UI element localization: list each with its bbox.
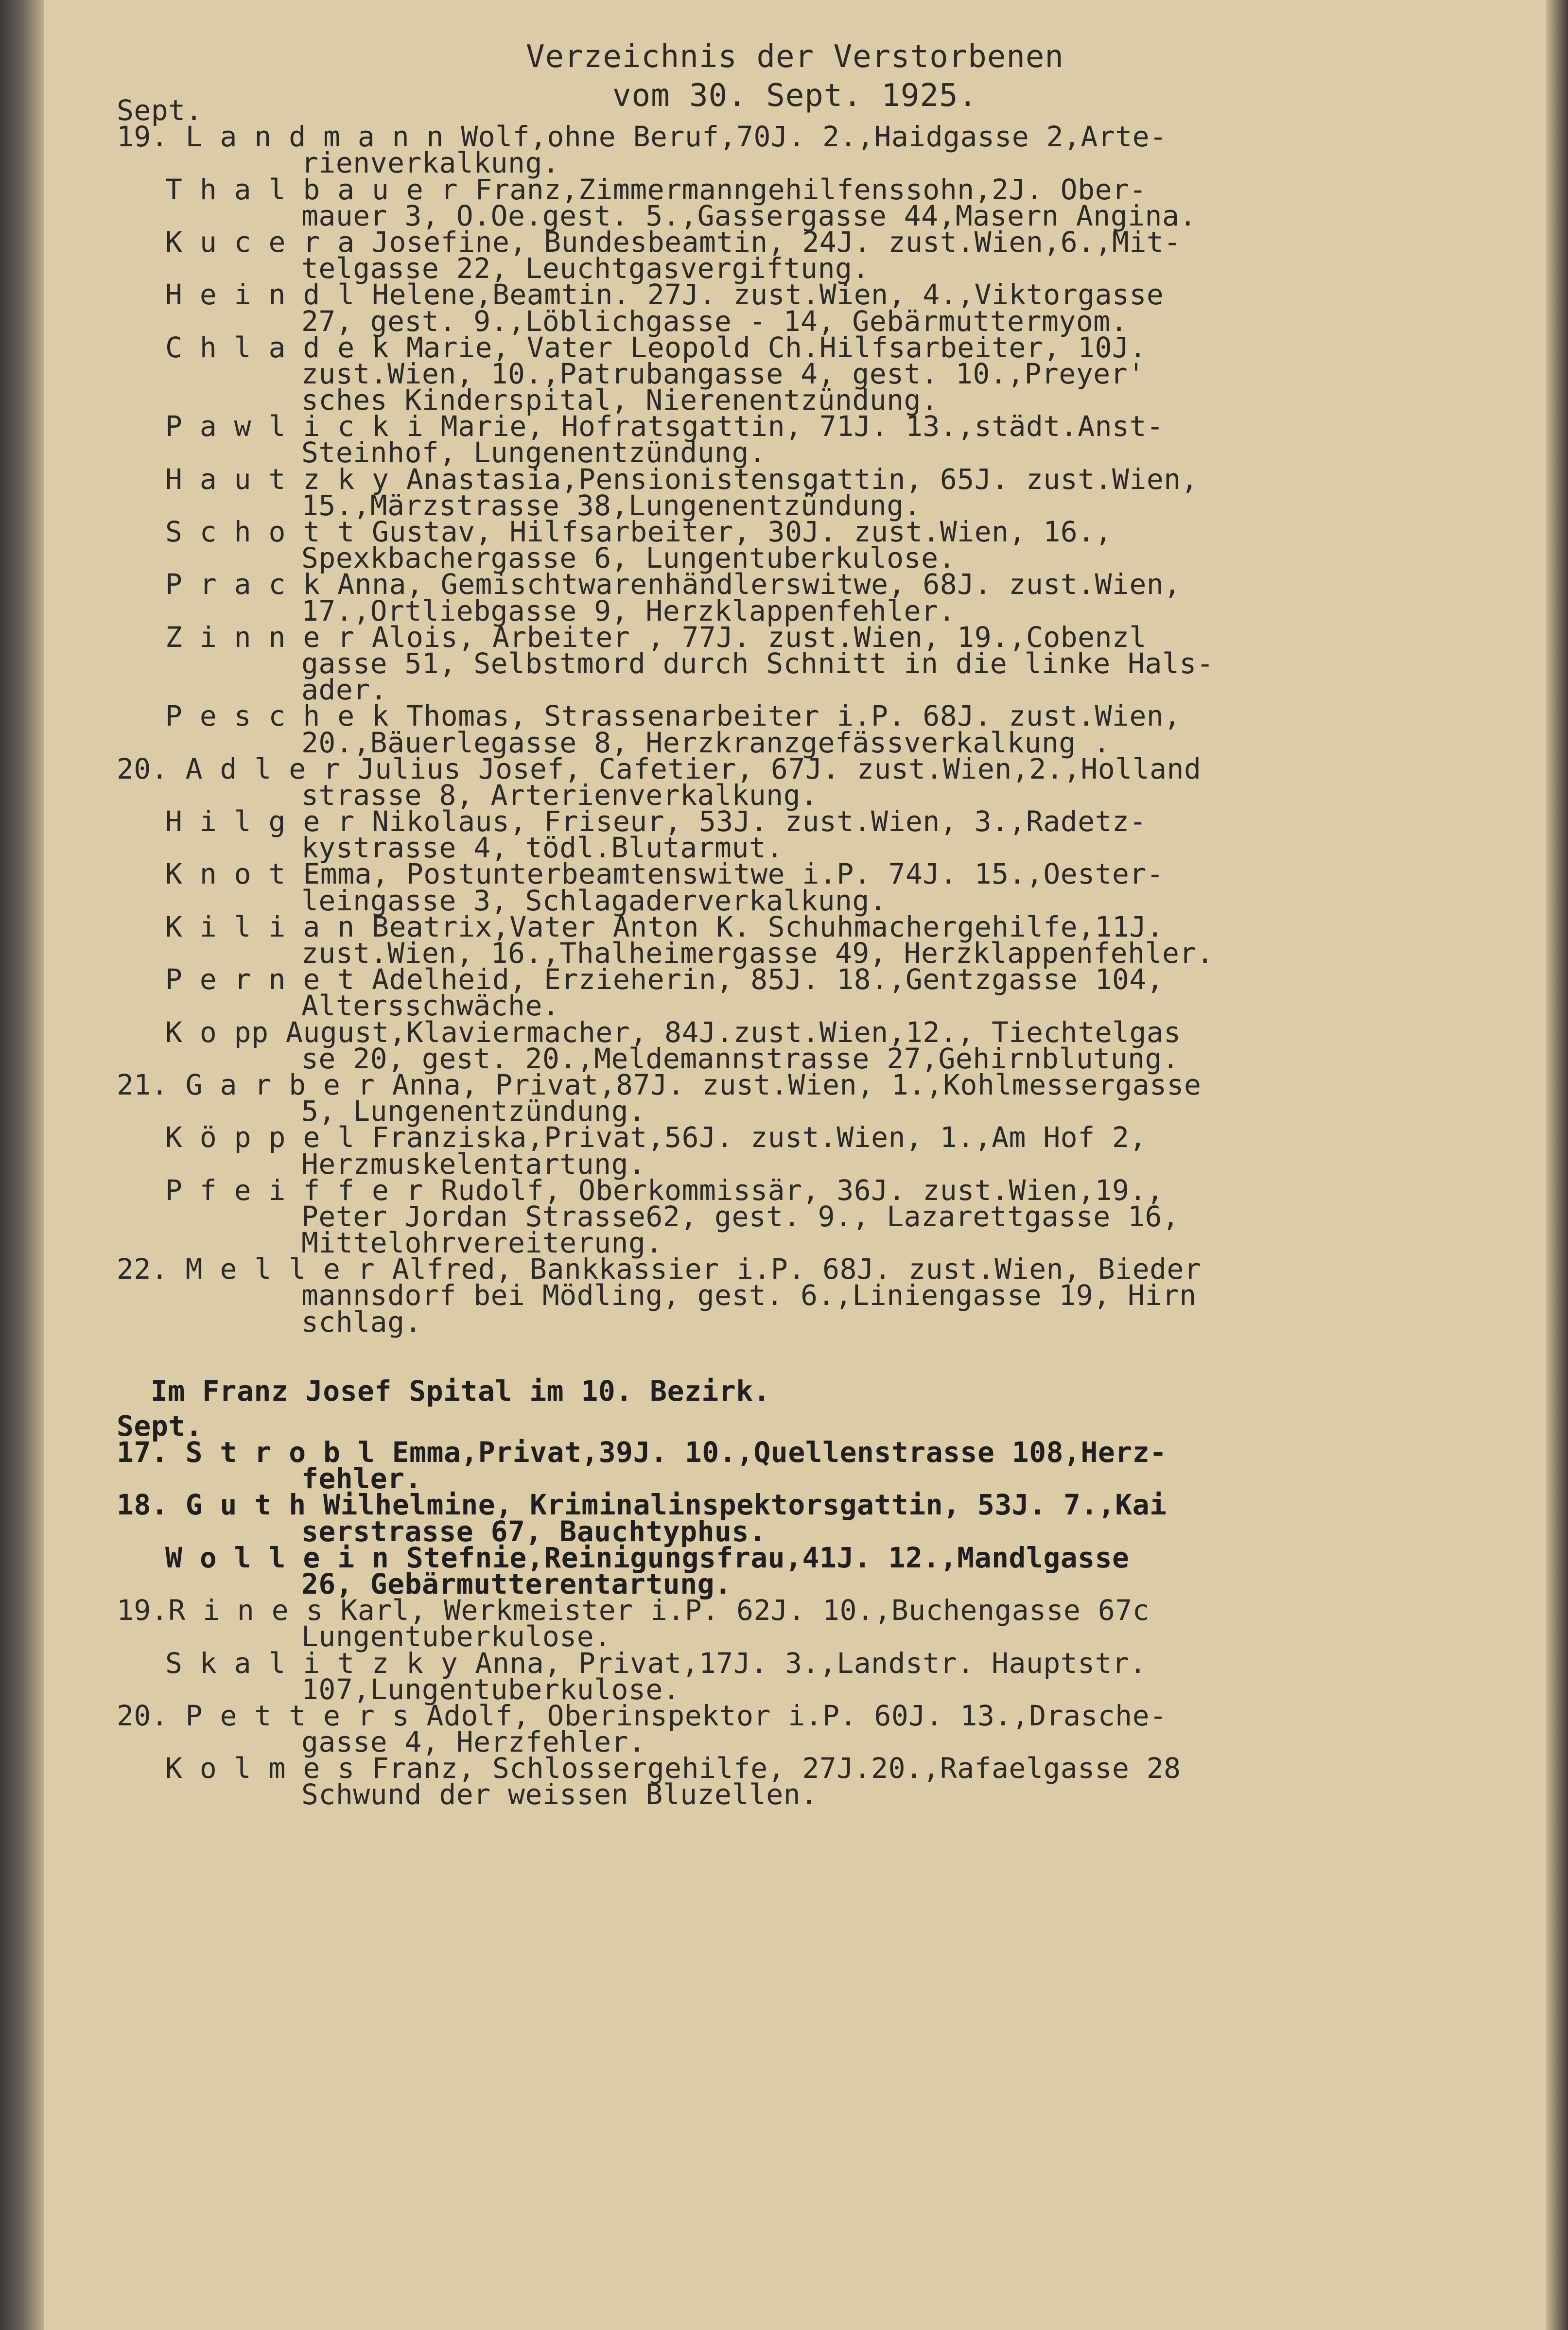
entry-continuation: 17.,Ortliebgasse 9, Herzklappenfehler. <box>301 594 956 627</box>
entry-line: S c h o t t Gustav, Hilfsarbeiter, 30J. zust.Wien, 16., <box>165 515 1113 548</box>
entry-continuation: Schwund der weissen Bluzellen. <box>301 1778 818 1811</box>
entry-continuation: se 20, gest. 20.,Meldemannstrasse 27,Gehirnblutung. <box>301 1042 1180 1075</box>
entry-continuation: 5, Lungenentzündung. <box>301 1095 646 1128</box>
entry-continuation: rienverkalkung. <box>301 146 560 180</box>
entry-continuation: 15.,Märzstrasse 38,Lungenentzündung. <box>301 488 922 522</box>
entry-continuation: 27, gest. 9.,Löblichgasse - 14, Gebärmuttermyom. <box>301 304 1128 338</box>
entry-line: P e r n e t Adelheid, Erzieherin, 85J. 18.,Gentzgasse 104, <box>165 963 1164 996</box>
entry-continuation: Altersschwäche. <box>301 989 560 1023</box>
entry-line: P a w l i c k i Marie, Hofratsgattin, 71J. 13.,städt.Anst- <box>165 410 1164 443</box>
entry-line: K o pp August,Klaviermacher, 84J.zust.Wien,12., Tiechtelgas <box>165 1015 1181 1049</box>
entry-line: K o l m e s Franz, Schlossergehilfe, 27J.20.,Rafaelgasse 28 <box>165 1752 1181 1785</box>
entry-continuation: Peter Jordan Strasse62, gest. 9., Lazarettgasse 16, <box>301 1200 1180 1233</box>
entry-continuation: zust.Wien, 16.,Thalheimergasse 49, Herzklappenfehler. <box>301 937 1214 970</box>
entry-line: 17. S t r o b l Emma,Privat,39J. 10.,Quellenstrasse 108,Herz- <box>117 1436 1167 1469</box>
document-date: vom 30. Sept. 1925. <box>612 78 978 114</box>
entry-continuation: strasse 8, Arterienverkalkung. <box>301 778 818 812</box>
document-sheet <box>44 0 1546 2330</box>
entry-continuation: schlag. <box>301 1305 422 1339</box>
entry-line: P f e i f f e r Rudolf, Oberkommissär, 36J. zust.Wien,19., <box>165 1173 1164 1207</box>
entry-continuation: fehler. <box>301 1462 422 1495</box>
entry-continuation: telgasse 22, Leuchtgasvergiftung. <box>301 252 870 285</box>
entry-line: K ö p p e l Franziska,Privat,56J. zust.Wien, 1.,Am Hof 2, <box>165 1121 1147 1154</box>
entry-continuation: ader. <box>301 673 388 707</box>
entry-line: 21. G a r b e r Anna, Privat,87J. zust.Wien, 1.,Kohlmessergasse <box>117 1068 1202 1101</box>
entry-continuation: 26, Gebärmutterentartung. <box>301 1567 732 1600</box>
entry-line: 19.R i n e s Karl, Werkmeister i.P. 62J. 10.,Buchengasse 67c <box>117 1594 1150 1627</box>
entry-continuation: kystrasse 4, tödl.Blutarmut. <box>301 831 784 865</box>
entry-line: Z i n n e r Alois, Arbeiter , 77J. zust.Wien, 19.,Cobenzl <box>165 620 1147 654</box>
entry-line: H i l g e r Nikolaus, Friseur, 53J. zust.Wien, 3.,Radetz- <box>165 805 1147 838</box>
entry-continuation: Steinhof, Lungenentzündung. <box>301 436 767 469</box>
entry-continuation: leingasse 3, Schlagaderverkalkung. <box>301 884 887 917</box>
entry-line: H e i n d l Helene,Beamtin. 27J. zust.Wien, 4.,Viktorgasse <box>165 278 1164 312</box>
entry-line: 20. P e t t e r s Adolf, Oberinspektor i.P. 60J. 13.,Drasche- <box>117 1699 1167 1732</box>
entry-line: K n o t Emma, Postunterbeamtenswitwe i.P. 74J. 15.,Oester- <box>165 857 1164 891</box>
entry-continuation: sches Kinderspital, Nierenentzündung. <box>301 383 939 417</box>
entry-line: C h l a d e k Marie, Vater Leopold Ch.Hilfsarbeiter, 10J. <box>165 330 1147 364</box>
entry-continuation: Mittelohrvereiterung. <box>301 1226 663 1260</box>
entry-line: K i l i a n Beatrix,Vater Anton K. Schuhmachergehilfe,11J. <box>165 910 1164 943</box>
entry-line: 22. M e l l e r Alfred, Bankkassier i.P. 68J. zust.Wien, Bieder <box>117 1252 1202 1286</box>
entry-line: K u c e r a Josefine, Bundesbeamtin, 24J. zust.Wien,6.,Mit- <box>165 225 1181 259</box>
entry-continuation: Herzmuskelentartung. <box>301 1147 646 1181</box>
entry-line: 20. A d l e r Julius Josef, Cafetier, 67J. zust.Wien,2.,Holland <box>117 752 1202 785</box>
entry-continuation: zust.Wien, 10.,Patrubangasse 4, gest. 10.,Preyer' <box>301 357 1145 390</box>
entry-continuation: mannsdorf bei Mödling, gest. 6.,Liniengasse 19, Hirn <box>301 1279 1197 1312</box>
entry-line: T h a l b a u e r Franz,Zimmermanngehilfenssohn,2J. Ober- <box>165 173 1147 206</box>
entry-line: 18. G u t h Wilhelmine, Kriminalinspektorsgattin, 53J. 7.,Kai <box>117 1488 1167 1522</box>
binding-spine <box>0 0 44 2330</box>
section-heading: Im Franz Josef Spital im 10. Bezirk. <box>151 1374 771 1408</box>
entry-line: P r a c k Anna, Gemischtwarenhändlerswitwe, 68J. zust.Wien, <box>165 568 1181 601</box>
entry-continuation: serstrasse 67, Bauchtyphus. <box>301 1514 767 1548</box>
page-edge <box>1546 0 1568 2330</box>
entry-continuation: gasse 51, Selbstmord durch Schnitt in die linke Hals- <box>301 646 1214 680</box>
entry-line: H a u t z k y Anastasia,Pensionistensgattin, 65J. zust.Wien, <box>165 462 1199 496</box>
entry-line: W o l l e i n Stefnie,Reinigungsfrau,41J. 12.,Mandlgasse <box>165 1541 1130 1574</box>
month-label: Sept. <box>117 1409 203 1443</box>
entry-continuation: 20.,Bäuerlegasse 8, Herzkranzgefässverkalkung . <box>301 726 1111 759</box>
month-label: Sept. <box>117 94 203 127</box>
entry-line: 19. L a n d m a n n Wolf,ohne Beruf,70J. 2.,Haidgasse 2,Arte- <box>117 120 1167 154</box>
entry-continuation: gasse 4, Herzfehler. <box>301 1725 646 1759</box>
entry-continuation: mauer 3, O.Oe.gest. 5.,Gassergasse 44,Masern Angina. <box>301 199 1197 232</box>
entry-continuation: Spexkbachergasse 6, Lungentuberkulose. <box>301 541 956 575</box>
document-title: Verzeichnis der Verstorbenen <box>526 39 1064 75</box>
entry-line: P e s c h e k Thomas, Strassenarbeiter i.P. 68J. zust.Wien, <box>165 699 1181 733</box>
entry-line: S k a l i t z k y Anna, Privat,17J. 3.,Landstr. Hauptstr. <box>165 1646 1147 1680</box>
entry-continuation: Lungentuberkulose. <box>301 1620 611 1653</box>
entry-continuation: 107,Lungentuberkulose. <box>301 1672 680 1706</box>
